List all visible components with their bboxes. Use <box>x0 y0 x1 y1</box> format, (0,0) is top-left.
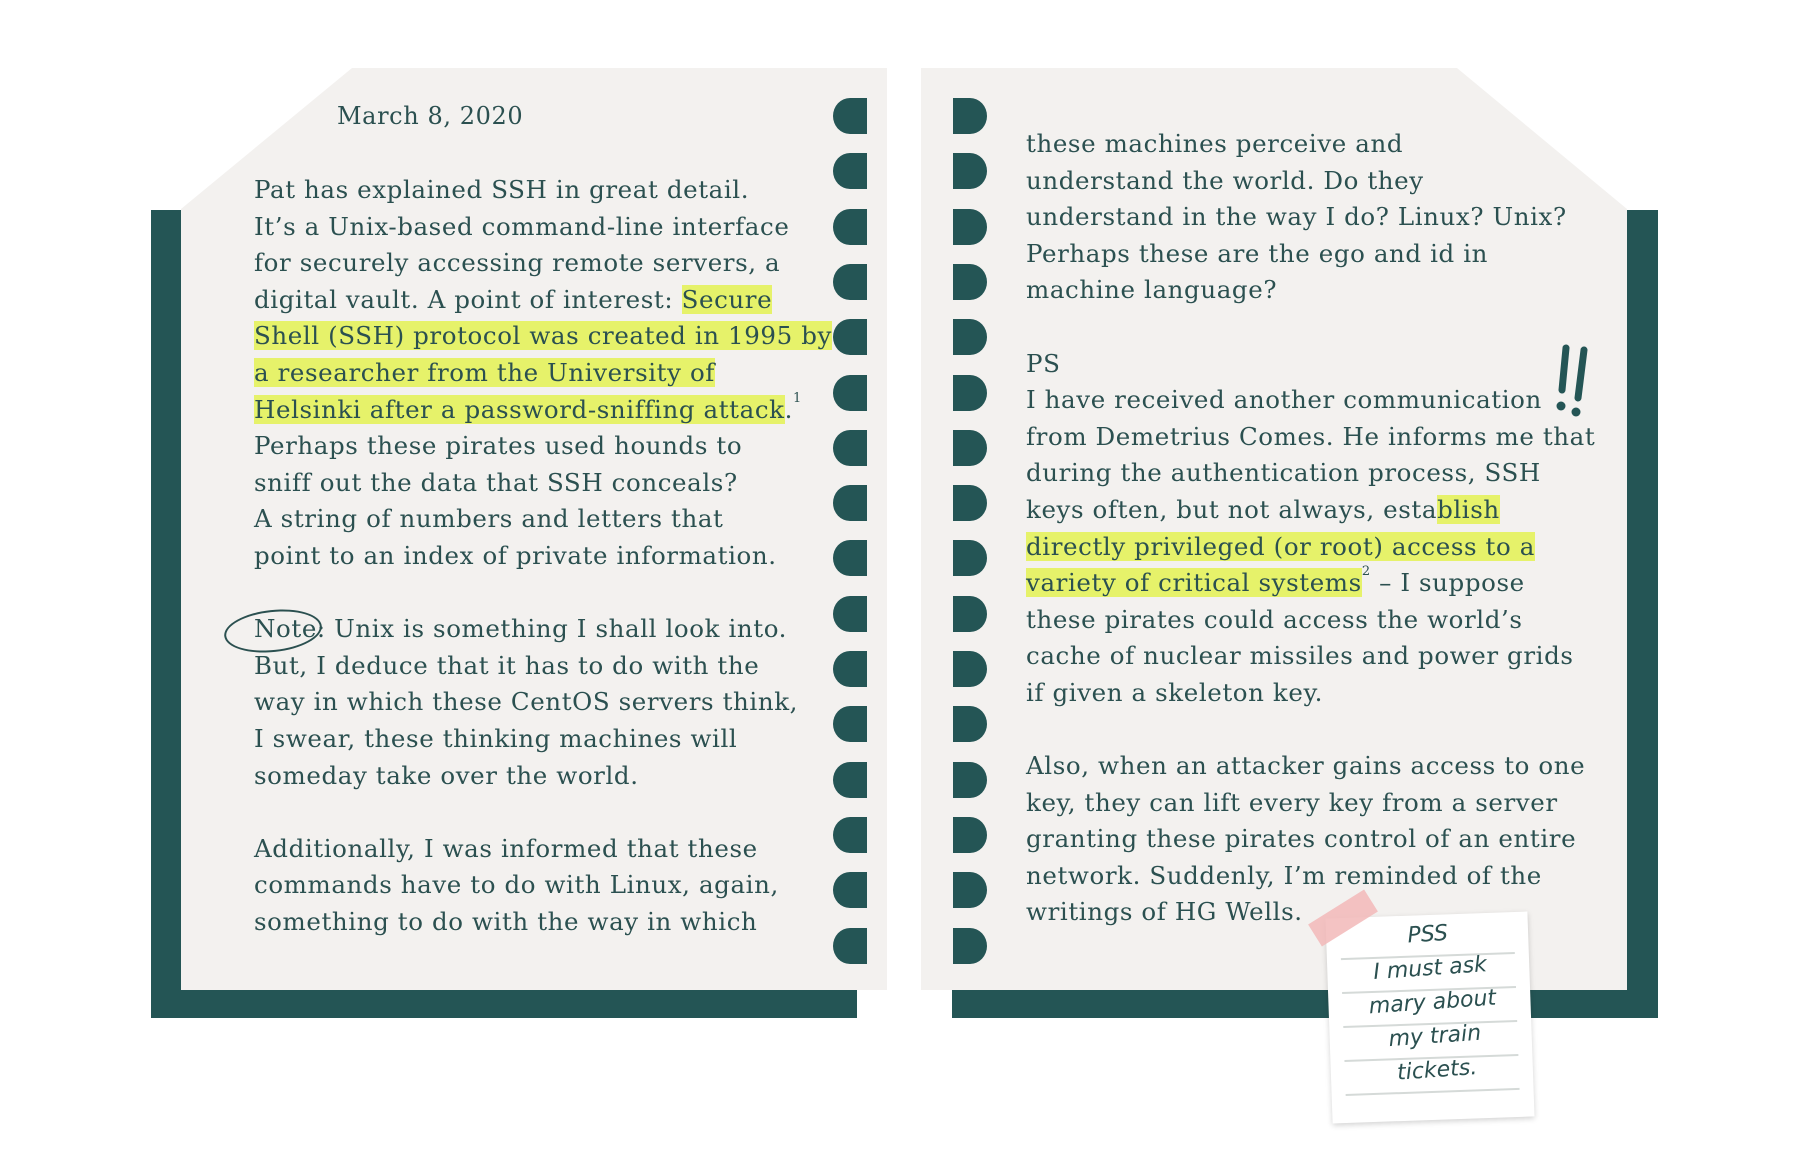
text-line <box>1026 565 1595 602</box>
spiral-hole <box>953 98 987 134</box>
double-exclamation-icon <box>1556 340 1596 420</box>
text-segment: way in which these CentOS servers think, <box>254 687 799 717</box>
text-segment: understand the world. Do they <box>1026 165 1424 195</box>
text-segment: commands have to do with Linux, again, <box>254 870 779 900</box>
text-segment: Additionally, I was informed that these <box>254 833 758 863</box>
text-line <box>1026 236 1595 273</box>
spiral-hole <box>953 928 987 964</box>
text-segment: network. Suddenly, I’m reminded of the <box>1026 860 1542 890</box>
text-segment: understand in the way I do? Linux? Unix? <box>1026 202 1567 232</box>
highlighted-text: blish <box>1437 494 1500 524</box>
text-line <box>254 794 832 831</box>
text-segment: cache of nuclear missiles and power grids <box>1026 641 1574 671</box>
text-line <box>1026 492 1595 529</box>
text-segment: . <box>784 394 793 424</box>
text-line <box>254 465 832 502</box>
spiral-hole <box>953 209 987 245</box>
text-line <box>1026 419 1595 456</box>
text-segment: key, they can lift every key from a server <box>1026 787 1558 817</box>
text-line <box>254 538 832 575</box>
text-segment: A string of numbers and letters that <box>254 504 724 534</box>
footnote-marker: 1 <box>792 390 802 406</box>
highlighted-text: a researcher from the University of <box>254 357 715 387</box>
text-segment: – I suppose <box>1370 568 1525 598</box>
text-line <box>254 611 832 648</box>
text-segment: someday take over the world. <box>254 760 639 790</box>
spiral-hole <box>953 540 987 576</box>
highlighted-text: directly privileged (or root) access to a <box>1026 531 1535 561</box>
text-segment: point to an index of private information. <box>254 540 777 570</box>
text-line <box>1026 455 1595 492</box>
sticky-note-line: I must ask <box>1372 952 1488 986</box>
text-line <box>1026 821 1595 858</box>
spiral-hole <box>833 706 867 742</box>
text-segment: granting these pirates control of an entire <box>1026 824 1577 854</box>
text-segment: something to do with the way in which <box>254 906 758 936</box>
sticky-note-text <box>1334 912 1530 1094</box>
spiral-hole <box>953 596 987 632</box>
spiral-hole <box>953 651 987 687</box>
text-line <box>254 684 832 721</box>
journal-date: March 8, 2020 <box>337 102 524 130</box>
text-line <box>1026 272 1595 309</box>
spiral-hole <box>953 430 987 466</box>
text-line <box>1026 309 1595 346</box>
left-spiral-holes <box>833 0 867 1162</box>
text-line <box>254 318 832 355</box>
text-line <box>1026 638 1595 675</box>
sticky-note-line: PSS <box>1406 920 1449 949</box>
highlighted-text: variety of critical systems <box>1026 568 1362 598</box>
highlighted-text: Secure <box>681 284 773 314</box>
spiral-hole <box>833 872 867 908</box>
text-line <box>1026 858 1595 895</box>
text-segment: I swear, these thinking machines will <box>254 723 738 753</box>
text-line <box>254 758 832 795</box>
highlighted-text: Helsinki after a password-sniffing attack <box>254 394 785 424</box>
spiral-hole <box>953 264 987 300</box>
text-line <box>1026 529 1595 566</box>
text-line <box>1026 785 1595 822</box>
text-line <box>254 575 832 612</box>
text-line <box>254 209 832 246</box>
text-line <box>1026 126 1595 163</box>
text-segment: if given a skeleton key. <box>1026 677 1324 707</box>
spiral-hole <box>833 762 867 798</box>
text-segment: machine language? <box>1026 275 1278 305</box>
sticky-note-line: tickets. <box>1396 1055 1479 1086</box>
text-segment: these pirates could access the world’s <box>1026 604 1523 634</box>
text-line <box>254 867 832 904</box>
text-line <box>1026 199 1595 236</box>
text-line <box>254 721 832 758</box>
text-segment: PS <box>1026 348 1061 378</box>
right-spiral-holes <box>953 0 987 1162</box>
spiral-hole <box>953 817 987 853</box>
spiral-hole <box>833 319 867 355</box>
footnote-marker: 2 <box>1361 564 1371 580</box>
text-segment: keys often, but not always, esta <box>1026 494 1438 524</box>
spiral-hole <box>953 375 987 411</box>
text-line <box>254 428 832 465</box>
text-line <box>254 355 832 392</box>
text-line <box>254 245 832 282</box>
text-segment: But, I deduce that it has to do with the <box>254 650 760 680</box>
spiral-hole <box>833 430 867 466</box>
spiral-hole <box>833 928 867 964</box>
left-page-text <box>254 172 832 940</box>
spiral-hole <box>953 706 987 742</box>
text-line <box>1026 382 1595 419</box>
text-segment: for securely accessing remote servers, a <box>254 248 781 278</box>
text-segment: Perhaps these are the ego and id in <box>1026 238 1489 268</box>
text-line <box>1026 712 1595 749</box>
right-page-text <box>1026 126 1595 931</box>
text-line <box>1026 346 1595 383</box>
text-line <box>254 904 832 941</box>
text-segment: from Demetrius Comes. He informs me that <box>1026 421 1596 451</box>
text-line <box>1026 675 1595 712</box>
text-line <box>254 172 832 209</box>
text-segment: Also, when an attacker gains access to one <box>1026 751 1586 781</box>
spiral-hole <box>953 319 987 355</box>
spiral-hole <box>833 375 867 411</box>
text-line <box>1026 163 1595 200</box>
spiral-hole <box>953 153 987 189</box>
text-line <box>1026 748 1595 785</box>
spiral-hole <box>833 485 867 521</box>
text-segment: writings of HG Wells. <box>1026 897 1303 927</box>
spiral-hole <box>833 540 867 576</box>
spiral-hole <box>833 264 867 300</box>
sticky-note-line: my train <box>1387 1020 1482 1053</box>
text-segment: Note: Unix is something I shall look into. <box>254 614 788 644</box>
spiral-hole <box>953 872 987 908</box>
text-segment: digital vault. A point of interest: <box>254 284 682 314</box>
spiral-hole <box>833 596 867 632</box>
text-segment: during the authentication process, SSH <box>1026 458 1541 488</box>
text-segment: It’s a Unix-based command-line interface <box>254 211 790 241</box>
spiral-hole <box>833 651 867 687</box>
text-segment: sniff out the data that SSH conceals? <box>254 467 738 497</box>
text-segment: these machines perceive and <box>1026 129 1404 158</box>
text-line <box>1026 602 1595 639</box>
text-line <box>254 831 832 868</box>
sticky-note-line: mary about <box>1368 985 1497 1020</box>
text-line <box>254 501 832 538</box>
highlighted-text: Shell (SSH) protocol was created in 1995 by <box>254 321 832 351</box>
spiral-hole <box>833 98 867 134</box>
text-line <box>254 282 832 319</box>
text-line <box>254 648 832 685</box>
spiral-hole <box>953 485 987 521</box>
text-line <box>254 392 832 429</box>
spiral-hole <box>833 209 867 245</box>
spiral-hole <box>953 762 987 798</box>
text-segment: Perhaps these pirates used hounds to <box>254 431 743 461</box>
spiral-hole <box>833 817 867 853</box>
spiral-hole <box>833 153 867 189</box>
text-segment: Pat has explained SSH in great detail. <box>254 175 750 204</box>
text-segment: I have received another communication <box>1026 385 1542 415</box>
